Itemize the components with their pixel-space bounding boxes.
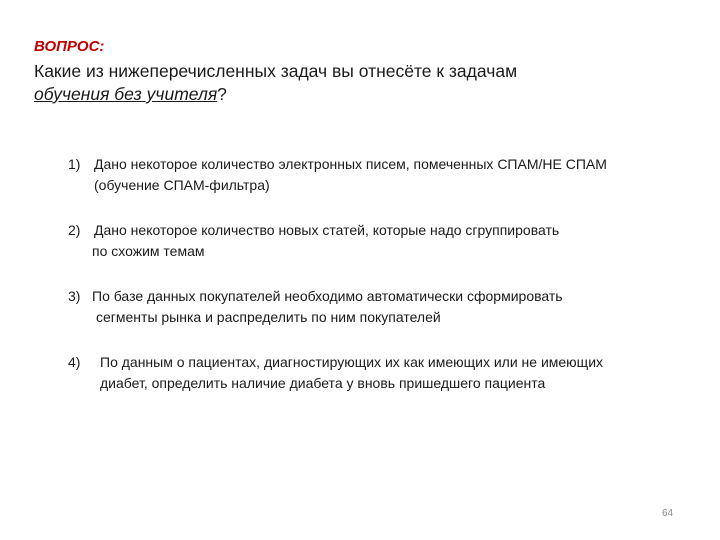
answer-option-2 xyxy=(68,220,708,262)
answer-option-4 xyxy=(68,352,708,394)
question-text xyxy=(34,60,694,106)
option-text-line2: по схожим темам xyxy=(92,243,205,259)
answer-option-3 xyxy=(68,286,708,328)
question-part: Какие из нижеперечисленных задач вы отнесёте к задачам xyxy=(34,61,518,81)
page-number: 64 xyxy=(662,508,674,519)
answer-option-1 xyxy=(68,154,708,196)
question-emphasis: обучения без учителя xyxy=(34,84,218,104)
question-mark: ? xyxy=(217,84,227,104)
option-text-line1: Дано некоторое количество электронных писем, помеченных СПАМ/НЕ СПАМ xyxy=(94,156,607,172)
option-text-line2: (обучение СПАМ-фильтра) xyxy=(94,177,270,193)
option-number: 1) xyxy=(68,156,81,172)
option-number: 3) xyxy=(68,288,81,304)
option-text-line2: диабет, определить наличие диабета у вновь пришедшего пациента xyxy=(100,375,546,391)
option-text-line1: По базе данных покупателей необходимо автоматически сформировать xyxy=(92,288,563,304)
option-text-line1: По данным о пациентах, диагностирующих их как имеющих или не имеющих xyxy=(100,354,604,370)
option-number: 2) xyxy=(68,222,81,238)
option-text-line2: сегменты рынка и распределить по ним покупателей xyxy=(96,309,441,325)
option-number: 4) xyxy=(68,354,81,370)
option-text-line1: Дано некоторое количество новых статей, которые надо сгруппировать xyxy=(94,222,560,238)
question-label: ВОПРОС: xyxy=(34,38,105,55)
